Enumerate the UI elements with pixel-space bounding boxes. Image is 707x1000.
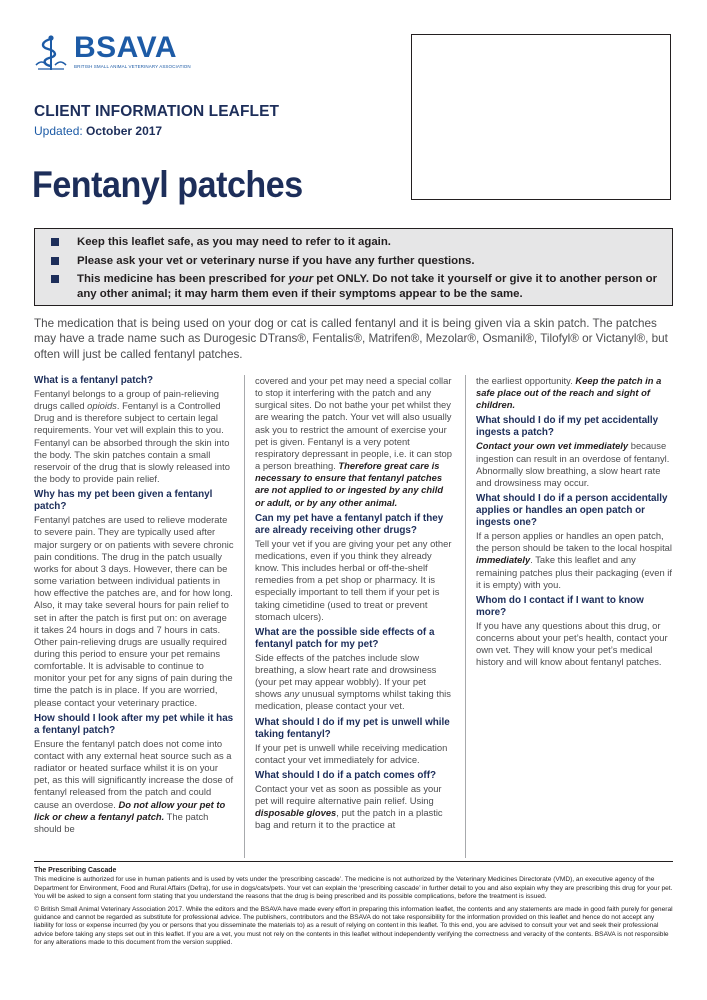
column-divider <box>465 375 466 858</box>
section-body <box>255 783 455 832</box>
section-heading: Whom do I contact if I want to know more? <box>476 594 644 618</box>
notice-text-part: This medicine has been prescribed for <box>77 273 289 285</box>
square-bullet-icon <box>51 257 59 265</box>
intro-paragraph: The medication that is being used on your dog or cat is called fentanyl and it is being given via a skin patch. The patches may have a trade name such as Durogesic DTrans®, Fentalis®, Matrifen®, Mezolar®, Osmanil®, Tilofyl® or Victanyl®, but often will just be called fentanyl patches. <box>34 317 668 361</box>
notice-text: Keep this leaflet safe, as you may need to refer to it again. <box>77 236 391 248</box>
footer-divider <box>34 861 673 862</box>
section-heading: How should I look after my pet while it has a fentanyl patch? <box>34 712 234 736</box>
square-bullet-icon <box>51 238 59 246</box>
text-emphasis: immediately <box>476 554 531 566</box>
section-body <box>34 738 234 835</box>
updated-label: Updated: <box>34 124 83 138</box>
section-body: If you have any questions about this drug, or concerns about your pet’s health, contact your own vet. They will know your pet’s medical history and will know about fentanyl patches. <box>476 619 668 668</box>
page-title: Fentanyl patches <box>32 164 303 205</box>
updated-value: October 2017 <box>86 124 163 138</box>
section-body: Tell your vet if you are giving your pet any other medications, even if you think they already know. This includes herbal or off-the-shelf remedies from a pet shop or pharmacy. It is especially important to tell them if your pet is taking cimetidine (used to treat or prevent stomach ulcers). <box>255 537 452 622</box>
text-part: The patch should be <box>34 810 209 834</box>
text-part: the earliest opportunity. <box>476 375 576 386</box>
text-part: covered and your pet may need a special collar to stop it interfering with the patch and any surgical sites. Do not bathe your pet whilst they are wearing the patch. Your vet will also usually ask you to restrict the amount of exercise your pet is given. Fentanyl is a very potent respiratory depressant in people, i.e. it can stop a person breathing. <box>255 375 452 472</box>
section-body <box>476 375 676 411</box>
text-part: , put the patch in a plastic bag and return it to the practice at <box>255 807 443 831</box>
text-part: . Fentanyl is a Controlled Drug and is therefore subject to certain legal requirements. Your vet will explain this to you. Fentanyl can be absorbed through the skin into the body. The skin patches contain a small reservoir of the drug that is slowly released into the body to provide pain relief. <box>34 400 230 485</box>
text-emphasis: Keep the patch in a safe place out of the reach and sight of children. <box>476 375 662 411</box>
section-heading: What should I do if my pet is unwell while taking fentanyl? <box>255 716 450 740</box>
cascade-title: The Prescribing Cascade <box>34 867 117 874</box>
notice-box <box>34 228 673 306</box>
copyright-text: © British Small Animal Veterinary Association 2017. While the editors and the BSAVA have made every effort in preparing this information leaflet, the contents and any statements are made in good faith purely for general guidance and cannot be regarded as substitute for professional advice. The publishers, contributors and the BSAVA do not take responsibility for the information provided on this leaflet and hence do not accept any liability for loss or expense incurred (by you or persons that you disseminate the materials to) as a result of relying on content in this leaflet. To this end, you are advised to consult your vet and seek their professional advice before taking any steps set out in this leaflet. If you are a vet, you must not rely on the contents in this leaflet without independently verifying the correctness and veracity of the contents. BSAVA is not responsible for any alterations made to this document from the version supplied. <box>34 905 673 947</box>
text-part: because ingestion can result in an overdose of fentanyl. Abnormally slow breathing, a slow heart rate and drowsiness may occur. <box>476 440 670 488</box>
text-emphasis: disposable gloves <box>255 807 337 819</box>
section-body <box>34 388 234 485</box>
notice-item <box>51 235 672 250</box>
text-italic: opioids <box>87 400 117 412</box>
square-bullet-icon <box>51 275 59 283</box>
section-body: Fentanyl patches are used to relieve moderate to severe pain. They are typically used after major surgery or on patients with severe chronic pain conditions. The drug in the patch usually works for about 3 days. However, there can be some variation between individual patients in how effective the patches are, and for how long. Also, it may take several hours for pain relief to set in after the patch is first put on: on average it takes 24 hours in dogs and 7 hours in cats. Other pain-relieving drugs are usually required during this period to ensure your pet remains comfortable. It is advisable to continue to monitor your pet for any signs of pain during the time the patch is in place. If you are worried, please contact your veterinary practice. <box>34 514 234 708</box>
section-heading: What should I do if a person accidentally applies or handles an open patch or ingests one? <box>476 493 668 529</box>
section-heading: What are the possible side effects of a fentanyl patch for my pet? <box>255 626 435 650</box>
section-body <box>476 530 676 591</box>
text-part: Contact your vet as soon as possible as your pet will require alternative pain relief. Using <box>255 782 442 807</box>
section-heading: Can my pet have a fentanyl patch if they are already receiving other drugs? <box>255 512 444 536</box>
section-body <box>476 440 676 489</box>
text-italic: any <box>284 688 300 700</box>
brand-subtitle: BRITISH SMALL ANIMAL VETERINARY ASSOCIATION <box>74 64 191 69</box>
bsava-logo <box>34 33 194 73</box>
text-part: Fentanyl belongs to a group of pain-relieving drugs called <box>34 388 220 412</box>
section-body: If your pet is unwell while receiving medication contact your vet immediately for advice. <box>255 741 448 765</box>
section-heading: What should I do if a patch comes off? <box>255 769 437 781</box>
text-emphasis: Contact your own vet immediately <box>476 440 629 452</box>
section-heading: Why has my pet been given a fentanyl patch? <box>34 489 213 513</box>
text-part: . Take this leaflet and any remaining patches plus their packaging (even if it is empty) with you. <box>476 554 672 590</box>
notice-text: Please ask your vet or veterinary nurse if you have any further questions. <box>77 254 475 267</box>
leaflet-type: CLIENT INFORMATION LEAFLET <box>34 103 280 120</box>
bsava-snake-staff-icon <box>34 35 68 71</box>
column-1 <box>34 375 234 835</box>
footer <box>34 867 674 952</box>
text-part: unusual symptoms whilst taking this medication, please contact your vet. <box>255 688 451 712</box>
text-emphasis: Do not allow your pet to lick or chew a fentanyl patch. <box>34 798 226 822</box>
section-body <box>255 375 455 509</box>
notice-text <box>77 273 657 300</box>
notice-item <box>51 272 672 301</box>
notice-text-part: pet ONLY. Do not take it yourself or give it to another person or any other animal; it may harm them even if their symptoms appear to be the same. <box>77 273 658 300</box>
section-heading: What is a fentanyl patch? <box>34 375 154 386</box>
section-heading: What should I do if my pet accidentally ingests a patch? <box>476 415 659 439</box>
text-part: Side effects of the patches include slow breathing, a slow heart rate and drowsiness (your pet may appear wobbly). If your pet shows <box>255 651 437 700</box>
practice-stamp-box <box>411 34 671 200</box>
notice-item <box>51 254 672 269</box>
text-part: If a person applies or handles an open patch, the person should be taken to the local hospital <box>476 530 672 554</box>
text-emphasis: Therefore great care is necessary to ensure that fentanyl patches are not applied to or ingested by any child or adult, or by any other animal. <box>255 460 444 508</box>
notice-emphasis: your <box>288 273 314 285</box>
section-body <box>255 652 455 713</box>
column-3 <box>476 375 676 669</box>
text-part: Ensure the fentanyl patch does not come into contact with any external heat source such as a radiator or heated surface whilst it is on your pet, as this will significantly increase the dose of fentanyl released from the patch and could cause an overdose. <box>34 737 234 810</box>
cascade-text: This medicine is authorized for use in human patients and is used by vets under the ‘prescribing cascade’. The medicine is not authorized by the Veterinary Medicines Directorate (VMD), an executive agency of the Department for Environment, Food and Rural Affairs (Defra), for use in dogs/cats/pets. Your vet can explain the ‘prescribing cascade’ in further detail to you and also explain why they are prescribing this drug for your pet. You will be asked to sign a consent form stating that you understand the reasons that the drug is being prescribed and its possible complications, before the treatment is issued. <box>34 876 673 901</box>
brand-name: BSAVA <box>74 31 178 64</box>
updated-line <box>34 124 162 138</box>
column-divider <box>244 375 245 858</box>
column-2 <box>255 375 455 832</box>
